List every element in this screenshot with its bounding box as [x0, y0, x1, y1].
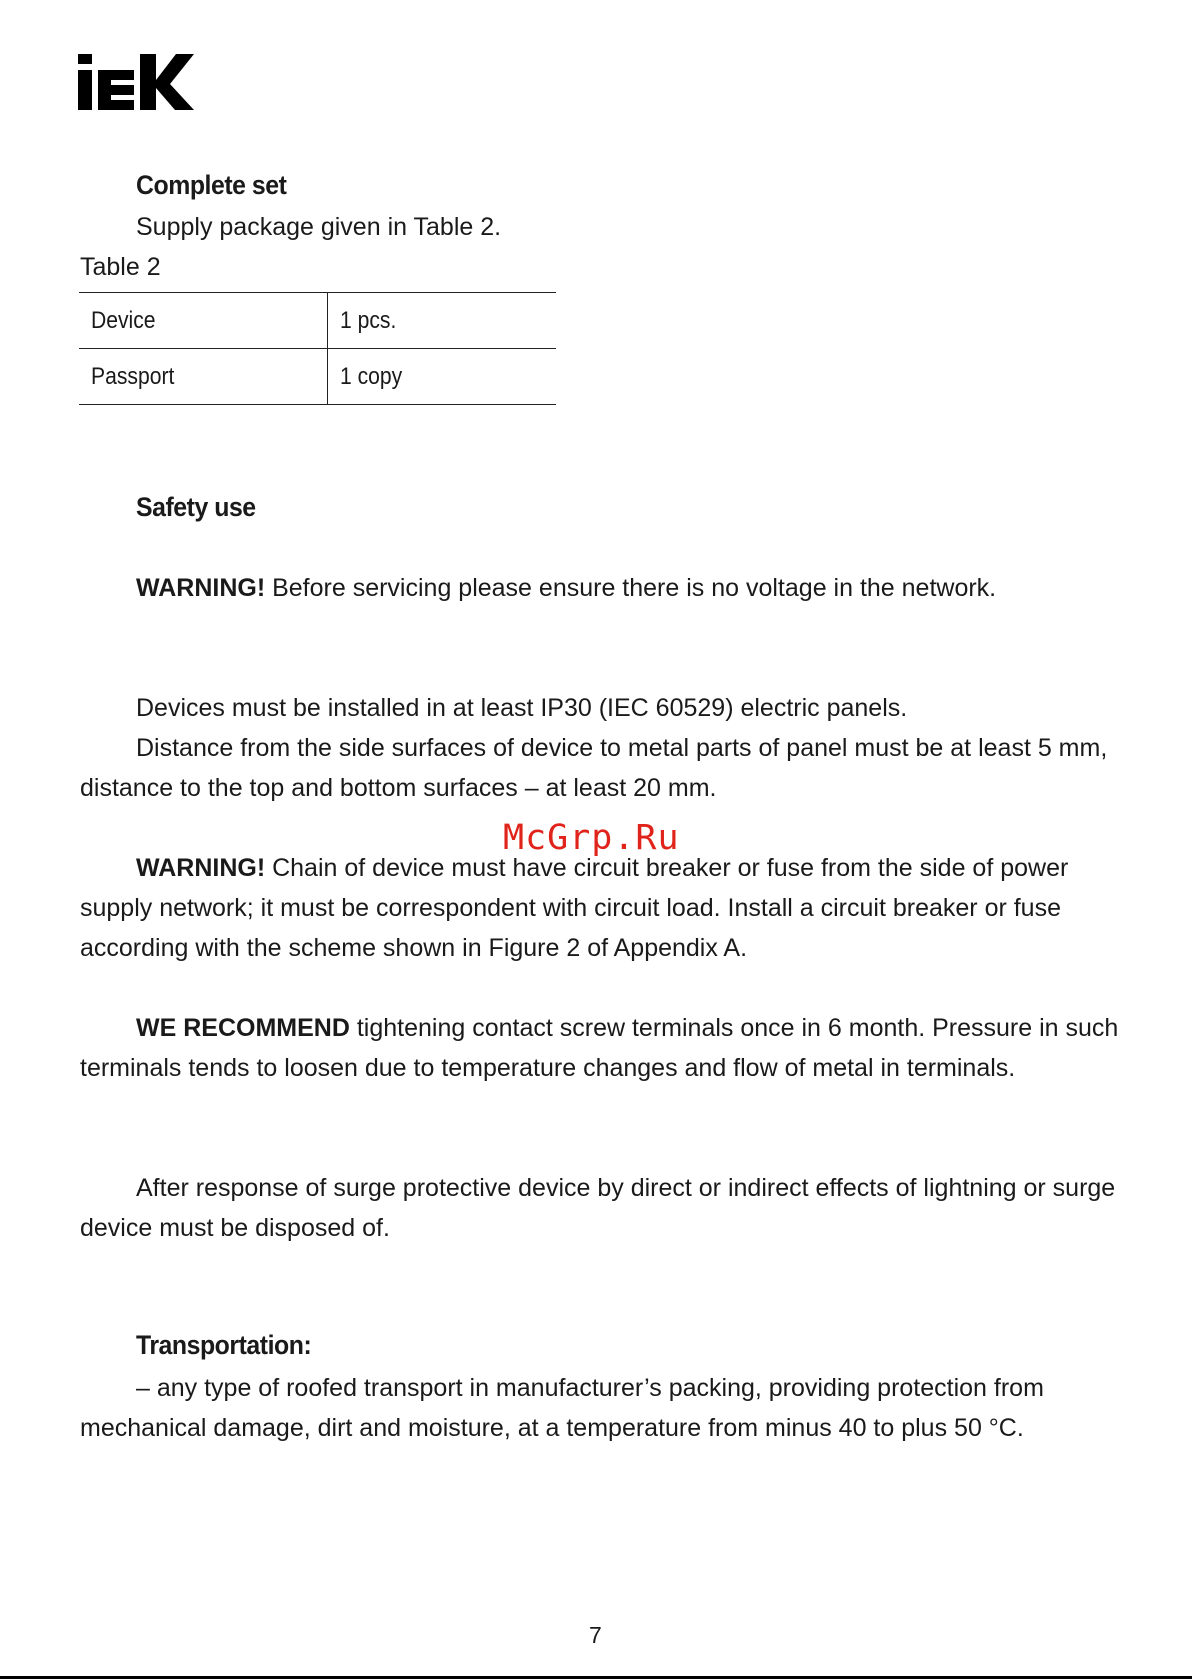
safety-heading: Safety use [136, 492, 256, 522]
after-response-paragraph: After response of surge protective device by direct or indirect effects of lightning or surge device must be disposed of. [80, 1174, 1116, 1242]
warning-label: WARNING! [136, 574, 266, 602]
page-number: 7 [589, 1622, 602, 1648]
supply-table [79, 292, 556, 405]
watermark: McGrp.Ru [503, 818, 680, 858]
recommend-paragraph: WE RECOMMEND tightening contact screw terminals once in 6 month. Pressure in such terminals tends to loosen due to temperature changes and flow of metal in terminals. [80, 1014, 1119, 1082]
install-paragraph: Devices must be installed in at least IP30 (IEC 60529) electric panels. [136, 694, 908, 722]
table-caption: Table 2 [80, 253, 161, 281]
table-cell-item: Device [79, 293, 328, 349]
distance-paragraph: Distance from the side surfaces of device to metal parts of panel must be at least 5 mm, distance to the top and bottom surfaces – at least 20 mm. [80, 734, 1108, 802]
table-cell-item: Passport [79, 349, 328, 405]
warning-label: WARNING! [136, 854, 266, 882]
table-row [79, 349, 556, 405]
transportation-heading: Transportation: [136, 1330, 312, 1360]
warning-breaker-paragraph: WARNING! Chain of device must have circuit breaker or fuse from the side of power supply network; it must be correspondent with circuit load. Install a circuit breaker or fuse according with the scheme shown in Figure 2 of Appendix A. [80, 854, 1069, 962]
warning-voltage-paragraph: WARNING! Before servicing please ensure there is no voltage in the network. [136, 574, 997, 602]
complete-set-heading: Complete set [136, 170, 287, 200]
iek-logo [78, 54, 194, 115]
table-row [79, 293, 556, 349]
transportation-paragraph: – any type of roofed transport in manufacturer’s packing, providing protection from mechanical damage, dirt and moisture, at a temperature from minus 40 to plus 50 °C. [80, 1374, 1044, 1442]
supply-intro: Supply package given in Table 2. [136, 213, 502, 241]
recommend-label: WE RECOMMEND [136, 1014, 350, 1042]
table-cell-qty: 1 copy [328, 349, 557, 405]
table-cell-qty: 1 pcs. [328, 293, 557, 349]
